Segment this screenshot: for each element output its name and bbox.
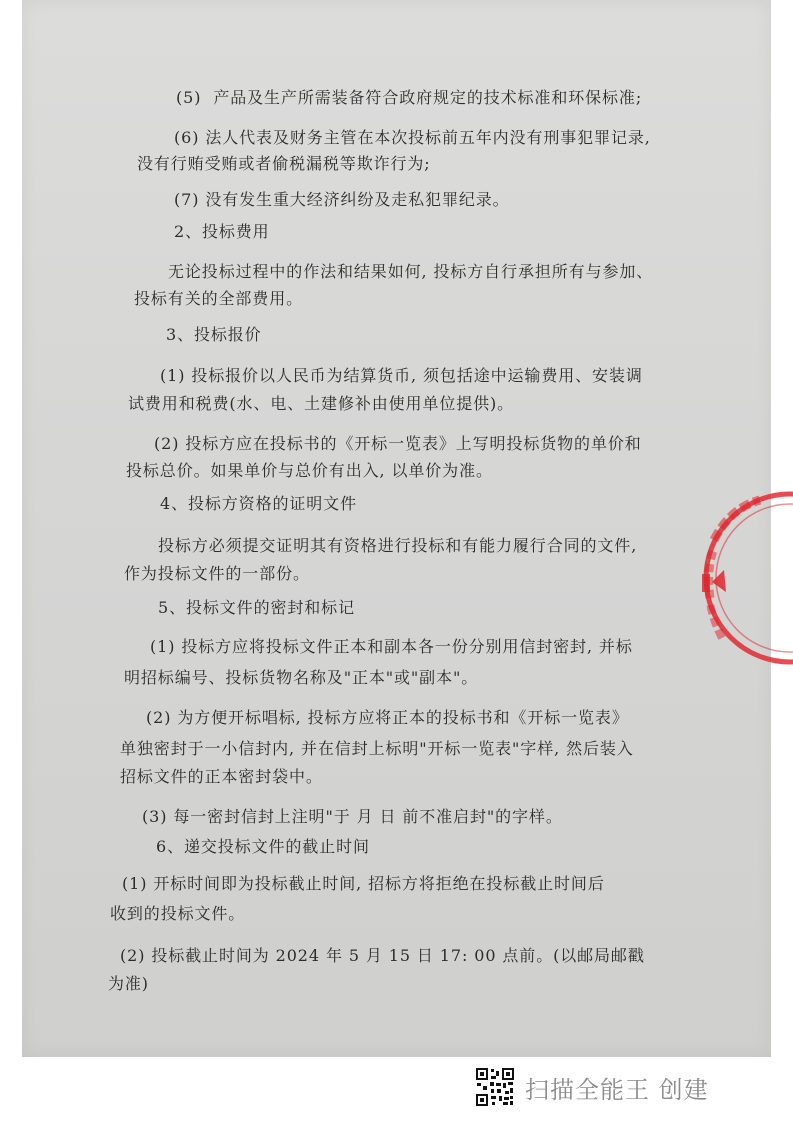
text-line: 试费用和税费(水、电、土建修补由使用单位提供)。 [128,394,515,413]
text-line: (7) 没有发生重大经济纠纷及走私犯罪纪录。 [174,190,510,209]
text-line: (5) 产品及生产所需装备符合政府规定的技术标准和环保标准; [176,88,643,107]
section-heading: 2、投标费用 [174,222,270,241]
text-line: 作为投标文件的一部份。 [124,564,310,583]
text-line: (3) 每一密封信封上注明"于 月 日 前不准启封"的字样。 [142,807,563,826]
text-line: 没有行贿受贿或者偷税漏税等欺诈行为; [137,154,431,173]
text-line: (2) 为方便开标唱标, 投标方应将正本的投标书和《开标一览表》 [146,708,629,727]
text-line: 单独密封于一小信封内, 并在信封上标明"开标一览表"字样, 然后装入 [120,739,634,758]
text-line: (1) 投标报价以人民币为结算货币, 须包括途中运输费用、安装调 [160,366,643,385]
text-line: 招标文件的正本密封袋中。 [120,767,323,786]
text-line: (2) 投标方应在投标书的《开标一览表》上写明投标货物的单价和 [154,434,642,453]
scanned-document [22,0,771,1057]
text-line: (1) 投标方应将投标文件正本和副本各一份分别用信封密封, 并标 [150,637,633,656]
text-line: (1) 开标时间即为投标截止时间, 招标方将拒绝在投标截止时间后 [122,874,605,893]
text-line: 为准) [108,974,149,993]
text-line: 投标有关的全部费用。 [134,289,304,308]
section-heading: 6、递交投标文件的截止时间 [156,837,370,856]
text-line: 收到的投标文件。 [110,904,246,923]
text-line: 投标方必须提交证明其有资格进行投标和有能力履行合同的文件, [158,536,638,555]
text-line: 投标总价。如果单价与总价有出入, 以单价为准。 [126,461,493,480]
section-heading: 5、投标文件的密封和标记 [158,598,355,617]
text-line: 无论投标过程中的作法和结果如何, 投标方自行承担所有与参加、 [168,262,654,281]
text-line: 明招标编号、投标货物名称及"正本"或"副本"。 [124,668,479,687]
qr-code-icon [475,1067,515,1107]
footer-brand-text: 扫描全能王 创建 [525,1075,709,1104]
text-line: (2) 投标截止时间为 2024 年 5 月 15 日 17: 00 点前。(以邮局邮戳 [120,946,645,965]
footer-brand [475,1067,709,1107]
section-heading: 4、投标方资格的证明文件 [160,494,357,513]
section-heading: 3、投标报价 [166,325,262,344]
text-line: (6) 法人代表及财务主管在本次投标前五年内没有刑事犯罪记录, [174,128,651,147]
red-seal-stamp [690,478,793,678]
